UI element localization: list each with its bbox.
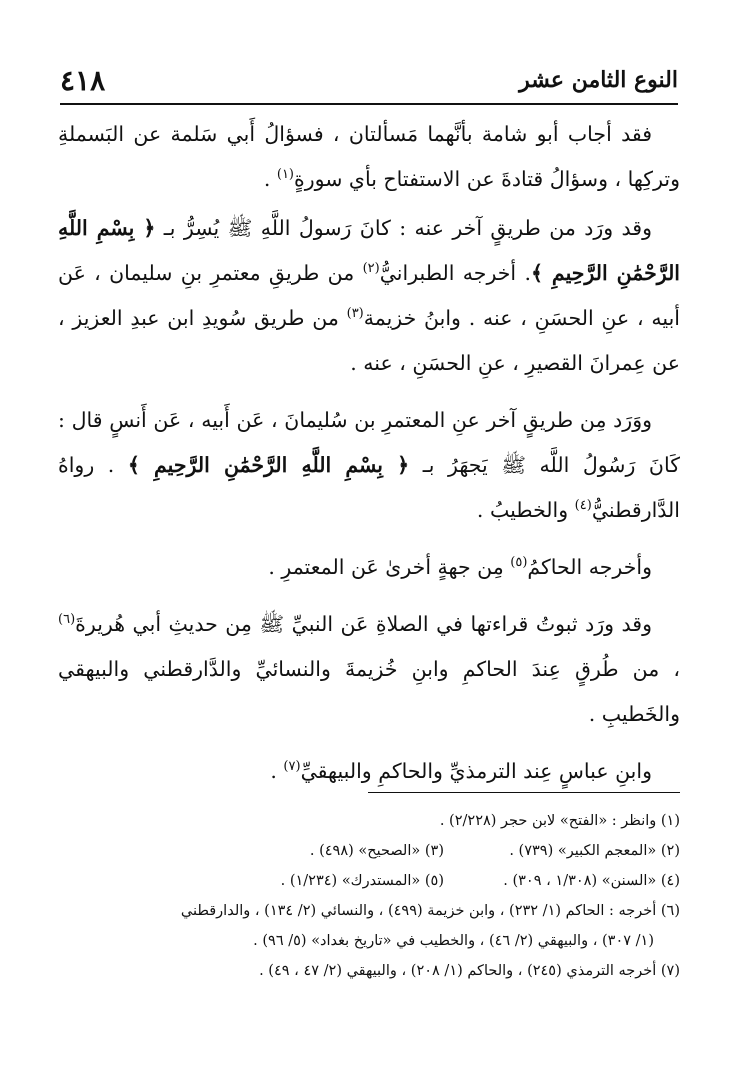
text: وأخرجه الحاكمُ: [527, 555, 652, 579]
text: فقد أجاب أبو شامة بأنَّهما مَسألتان ، فسؤالُ أَبي سَلمة عن البَسملةِ وتركِها ، وسؤالُ قتادةَ عن الاستفتاح بأي سورةٍ: [58, 122, 680, 191]
paragraph-1: [58, 112, 680, 202]
footnote-ref[interactable]: (٦): [58, 612, 76, 628]
footnote-ref[interactable]: (٤): [574, 498, 592, 514]
text: والخطيبُ .: [476, 498, 575, 522]
footnote-6: (٦) أخرجه : الحاكم (١/ ٢٣٢) ، وابن خزيمة (٤٩٩) ، والنسائي (٢/ ١٣٤) ، والدارقطني: [180, 903, 680, 919]
text: وابنِ عباسٍ عِند الترمذيِّ والحاكمِ والبيهقيِّ: [300, 759, 652, 783]
text: مِن جهةٍ أخرىٰ عَن المعتمرِ .: [268, 555, 511, 579]
main-text: [58, 112, 680, 806]
running-title: النوع الثامن عشر: [519, 67, 678, 93]
paragraph-5: [58, 602, 680, 737]
footnote-6-continued: (١/ ٣٠٧) ، والبيهقي (٢/ ٤٦) ، والخطيب في «تاريخ بغداد» (٥/ ٩٦) .: [253, 933, 654, 949]
text: .: [270, 759, 284, 783]
footnote-ref[interactable]: (٢): [362, 261, 380, 277]
text: من طريقِ معتمرِ بنِ سليمان ، عَن أبيه ، عنِ الحسَنِ ، عنه . وابنُ خزيمة: [58, 261, 680, 330]
footnote-row: [58, 866, 680, 896]
footnote-rule: [368, 792, 680, 793]
text: ووَرَد مِن طريقٍ آخر عنِ المعتمرِ بن سُليمانَ ، عَن أَبيه ، عَن أَنسٍ قال : كَانَ رَسُولُ اللَّه ﷺ يَجهَرُ بـ: [58, 408, 680, 477]
page-header: [60, 58, 678, 102]
footnote-ref[interactable]: (١): [276, 167, 294, 183]
text: من طريق سُويدِ ابن عبدِ العزيز ، عن عِمرانَ القصيرِ ، عنِ الحسَنِ ، عنه .: [58, 306, 680, 375]
footnote-row: [58, 836, 680, 866]
footnote-ref[interactable]: (٧): [283, 759, 301, 775]
footnote-2: (٢) «المعجم الكبير» (٧٣٩) .: [509, 843, 680, 859]
paragraph-2: [58, 206, 680, 386]
footnote-ref[interactable]: (٥): [510, 555, 528, 571]
basmala: ﴿ بِسْمِ اللَّهِ الرَّحْمَٰنِ الرَّحِيمِ ﴾: [58, 216, 681, 285]
footnote-1: (١) وانظر : «الفتح» لابن حجر (٢/٢٢٨) .: [439, 813, 680, 829]
text: وقد ورَد ثبوتُ قراءتها في الصلاةِ عَن النبيِّ ﷺ مِن حديثِ أبي هُريرةَ: [75, 612, 652, 636]
paragraph-6: [58, 749, 680, 794]
footnote-ref[interactable]: (٣): [346, 306, 364, 322]
page-number: ٤١٨: [60, 63, 106, 97]
paragraph-4: [58, 545, 680, 590]
footnote-5: (٥) «المستدرك» (١/٢٣٤) .: [280, 873, 444, 889]
footnote-3: (٣) «الصحيح» (٤٩٨) .: [309, 843, 444, 859]
footnote-4: (٤) «السنن» (١/٣٠٨ ، ٣٠٩) .: [503, 873, 680, 889]
paragraph-3: [58, 398, 680, 533]
footnote-7: (٧) أخرجه الترمذي (٢٤٥) ، والحاكم (١/ ٢٠٨) ، والبيهقي (٢/ ٤٧ ، ٤٩) .: [259, 963, 680, 979]
footnotes: [58, 806, 680, 986]
basmala: ﴿ بِسْمِ اللَّهِ الرَّحْمَٰنِ الرَّحِيمِ ﴾: [127, 453, 410, 477]
text: ، من طُرقٍ عِندَ الحاكمِ وابنِ خُزيمةَ والنسائيِّ والدَّارقطني والبيهقي والخَطيبِ .: [58, 657, 680, 726]
text: وقد ورَد من طريقٍ آخر عنه : كانَ رَسولُ اللَّهِ ﷺ يُسِرُّ بـ: [155, 216, 652, 240]
text: .: [263, 167, 277, 191]
text: . أخرجه الطبرانيُّ: [379, 261, 531, 285]
header-rule: [60, 103, 678, 105]
text: . رواهُ الدَّارقطنيُّ: [58, 453, 680, 522]
